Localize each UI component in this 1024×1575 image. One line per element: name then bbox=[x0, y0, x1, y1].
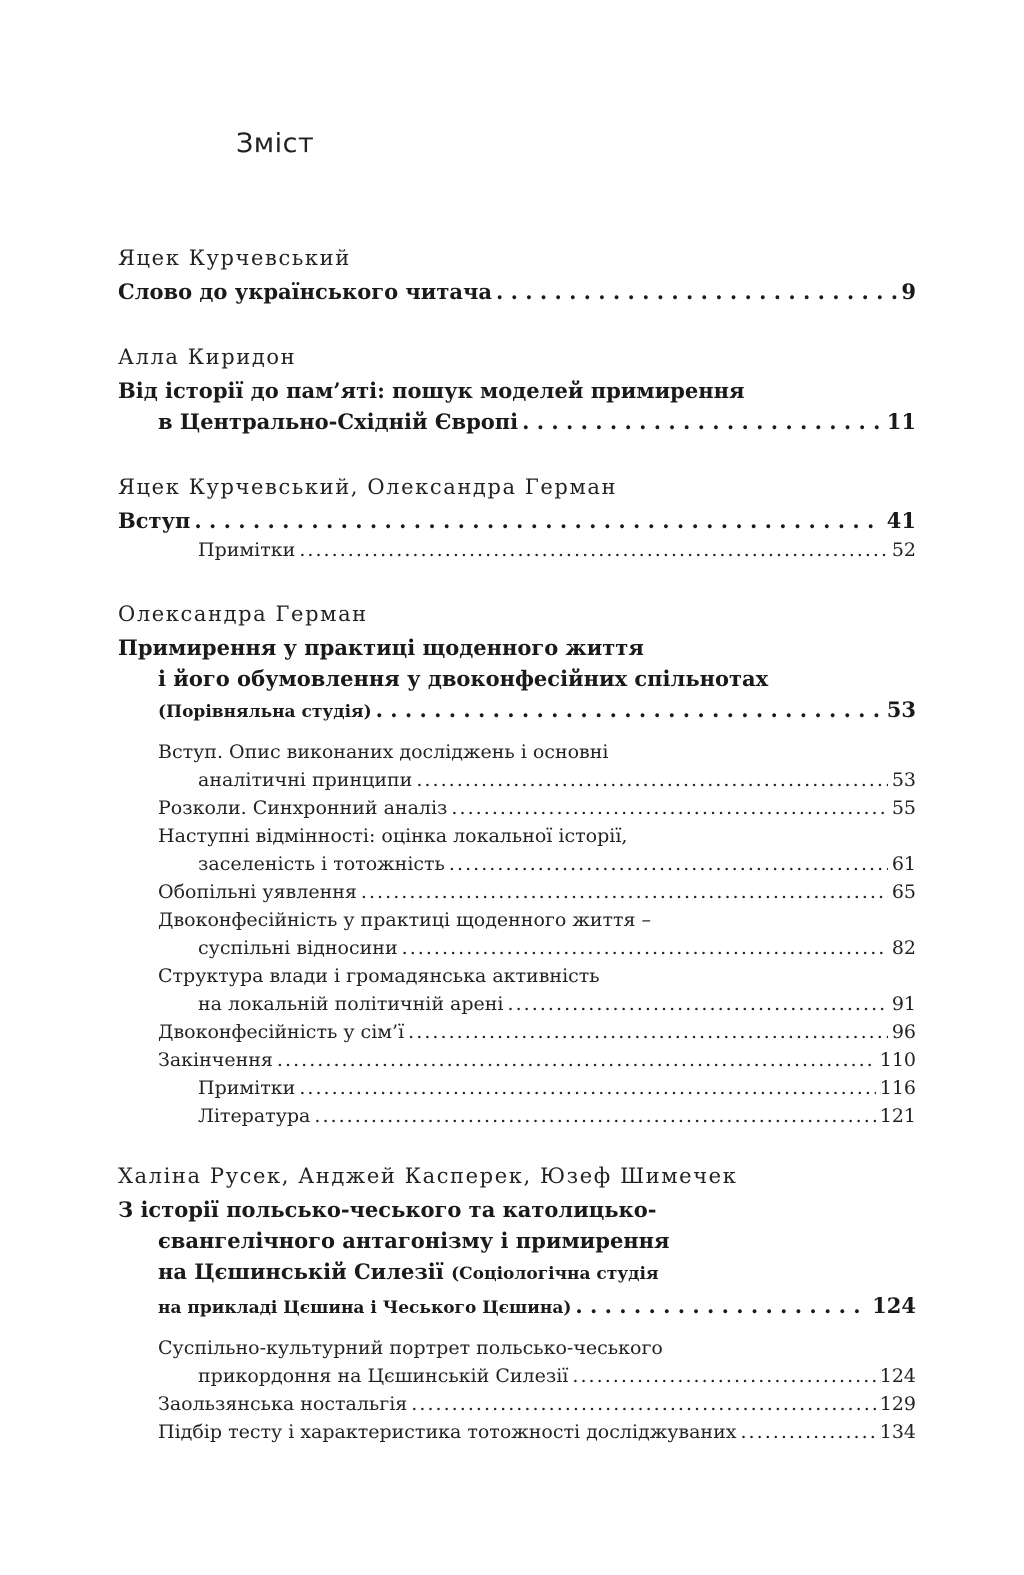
entry-label: Наступні відмінності: оцінка локальної історії, bbox=[158, 825, 628, 847]
page-number: 53 bbox=[891, 769, 916, 791]
section-title: євангелічного антагонізму і примирення bbox=[158, 1228, 670, 1253]
toc-entry[interactable] bbox=[118, 1418, 916, 1446]
page-number: 11 bbox=[886, 409, 916, 434]
dot-leader bbox=[449, 850, 888, 878]
page-number: 91 bbox=[891, 993, 916, 1015]
section-title: Вступ bbox=[118, 508, 191, 533]
section-title-row[interactable] bbox=[118, 406, 916, 437]
page-number: 124 bbox=[872, 1293, 916, 1318]
entry-label: Заользянська ностальгія bbox=[158, 1393, 408, 1415]
dot-leader bbox=[572, 1362, 875, 1390]
section-title-row[interactable] bbox=[118, 694, 916, 728]
entry-label: на локальній політичній арені bbox=[198, 993, 504, 1015]
entry-label: суспільні відносини bbox=[198, 937, 398, 959]
dot-leader bbox=[402, 934, 888, 962]
entry-label: Примітки bbox=[198, 539, 296, 561]
dot-leader bbox=[411, 1390, 875, 1418]
section-author: Яцек Курчевський, Олександра Герман bbox=[118, 475, 618, 499]
section-author: Яцек Курчевський bbox=[118, 246, 351, 270]
toc-entry[interactable] bbox=[118, 1074, 916, 1102]
section-title: і його обумовлення у двоконфесійних спільнотах bbox=[158, 666, 769, 691]
toc-entry[interactable] bbox=[118, 536, 916, 564]
dot-leader bbox=[508, 990, 888, 1018]
toc-entry[interactable] bbox=[118, 934, 916, 962]
entry-label: Примітки bbox=[198, 1077, 296, 1099]
section-title-row[interactable] bbox=[118, 1290, 916, 1324]
dot-leader bbox=[194, 505, 882, 536]
page-number: 110 bbox=[879, 1049, 916, 1071]
dot-leader bbox=[361, 878, 888, 906]
page-number: 129 bbox=[879, 1393, 916, 1415]
page-number: 52 bbox=[891, 539, 916, 561]
section-title-row[interactable] bbox=[118, 276, 916, 307]
section-title: на Цєшинській Силезії bbox=[158, 1259, 444, 1284]
dot-leader bbox=[299, 536, 888, 564]
entry-label: Підбір тесту і характеристика тотожності досліджуваних bbox=[158, 1421, 737, 1443]
dot-leader bbox=[277, 1046, 876, 1074]
toc-entry[interactable] bbox=[118, 850, 916, 878]
dot-leader bbox=[299, 1074, 875, 1102]
page-number: 121 bbox=[879, 1105, 916, 1127]
page-number: 65 bbox=[891, 881, 916, 903]
toc-entry[interactable] bbox=[118, 1102, 916, 1130]
section-title: З історії польсько-чеського та католицько- bbox=[118, 1197, 657, 1222]
entry-label: прикордоння на Цєшинській Силезії bbox=[198, 1365, 569, 1387]
section-title: Слово до українського читача bbox=[118, 279, 492, 304]
section-title: Примирення у практиці щоденного життя bbox=[118, 635, 644, 660]
section-title: Від історії до пам’яті: пошук моделей примирення bbox=[118, 378, 745, 403]
page-number: 116 bbox=[879, 1077, 916, 1099]
page-number: 134 bbox=[879, 1421, 916, 1443]
entry-label: Структура влади і громадянська активність bbox=[158, 965, 600, 987]
page-number: 82 bbox=[891, 937, 916, 959]
entry-label: заселеність і тотожність bbox=[198, 853, 445, 875]
entry-label: Вступ. Опис виконаних досліджень і основні bbox=[158, 741, 609, 763]
dot-leader bbox=[376, 694, 883, 725]
section-author: Халіна Русек, Анджей Касперек, Юзеф Шимечек bbox=[118, 1164, 738, 1188]
section-subtitle: на прикладі Цєшина і Чеського Цєшина) bbox=[158, 1298, 572, 1318]
toc-entry[interactable] bbox=[118, 1046, 916, 1074]
table-of-contents bbox=[118, 240, 916, 1446]
toc-entry[interactable] bbox=[118, 878, 916, 906]
entry-label: Двоконфесійність у практиці щоденного життя – bbox=[158, 909, 652, 931]
entry-label: Суспільно-культурний портрет польсько-чеського bbox=[158, 1337, 663, 1359]
toc-entry[interactable] bbox=[118, 1390, 916, 1418]
section-title: в Центрально-Східній Європі bbox=[158, 409, 519, 434]
entry-label: Обопільні уявлення bbox=[158, 881, 357, 903]
dot-leader bbox=[451, 794, 887, 822]
dot-leader bbox=[575, 1290, 868, 1321]
dot-leader bbox=[740, 1418, 875, 1446]
page-title: Зміст bbox=[236, 128, 315, 159]
page-number: 55 bbox=[891, 797, 916, 819]
toc-entry[interactable] bbox=[118, 794, 916, 822]
section-author: Алла Киридон bbox=[118, 345, 297, 369]
dot-leader bbox=[496, 276, 897, 307]
section-subtitle: (Соціологічна студія bbox=[451, 1264, 659, 1284]
page-number: 96 bbox=[891, 1021, 916, 1043]
section-title-row bbox=[118, 1256, 916, 1290]
page-number: 9 bbox=[901, 279, 916, 304]
page-number: 53 bbox=[886, 697, 916, 722]
section-author: Олександра Герман bbox=[118, 602, 368, 626]
entry-label: аналітичні принципи bbox=[198, 769, 413, 791]
section-title-row[interactable] bbox=[118, 505, 916, 536]
entry-label: Двоконфесійність у сім’ї bbox=[158, 1021, 405, 1043]
dot-leader bbox=[522, 406, 883, 437]
dot-leader bbox=[416, 766, 887, 794]
toc-entry[interactable] bbox=[118, 1362, 916, 1390]
toc-entry[interactable] bbox=[118, 766, 916, 794]
dot-leader bbox=[314, 1102, 875, 1130]
entry-label: Розколи. Синхронний аналіз bbox=[158, 797, 448, 819]
entry-label: Закінчення bbox=[158, 1049, 273, 1071]
page-number: 41 bbox=[886, 508, 916, 533]
page-number: 61 bbox=[891, 853, 916, 875]
toc-entry[interactable] bbox=[118, 990, 916, 1018]
toc-entry[interactable] bbox=[118, 1018, 916, 1046]
section-subtitle: (Порівняльна студія) bbox=[158, 702, 372, 722]
entry-label: Література bbox=[198, 1105, 311, 1127]
page-number: 124 bbox=[879, 1365, 916, 1387]
dot-leader bbox=[408, 1018, 888, 1046]
